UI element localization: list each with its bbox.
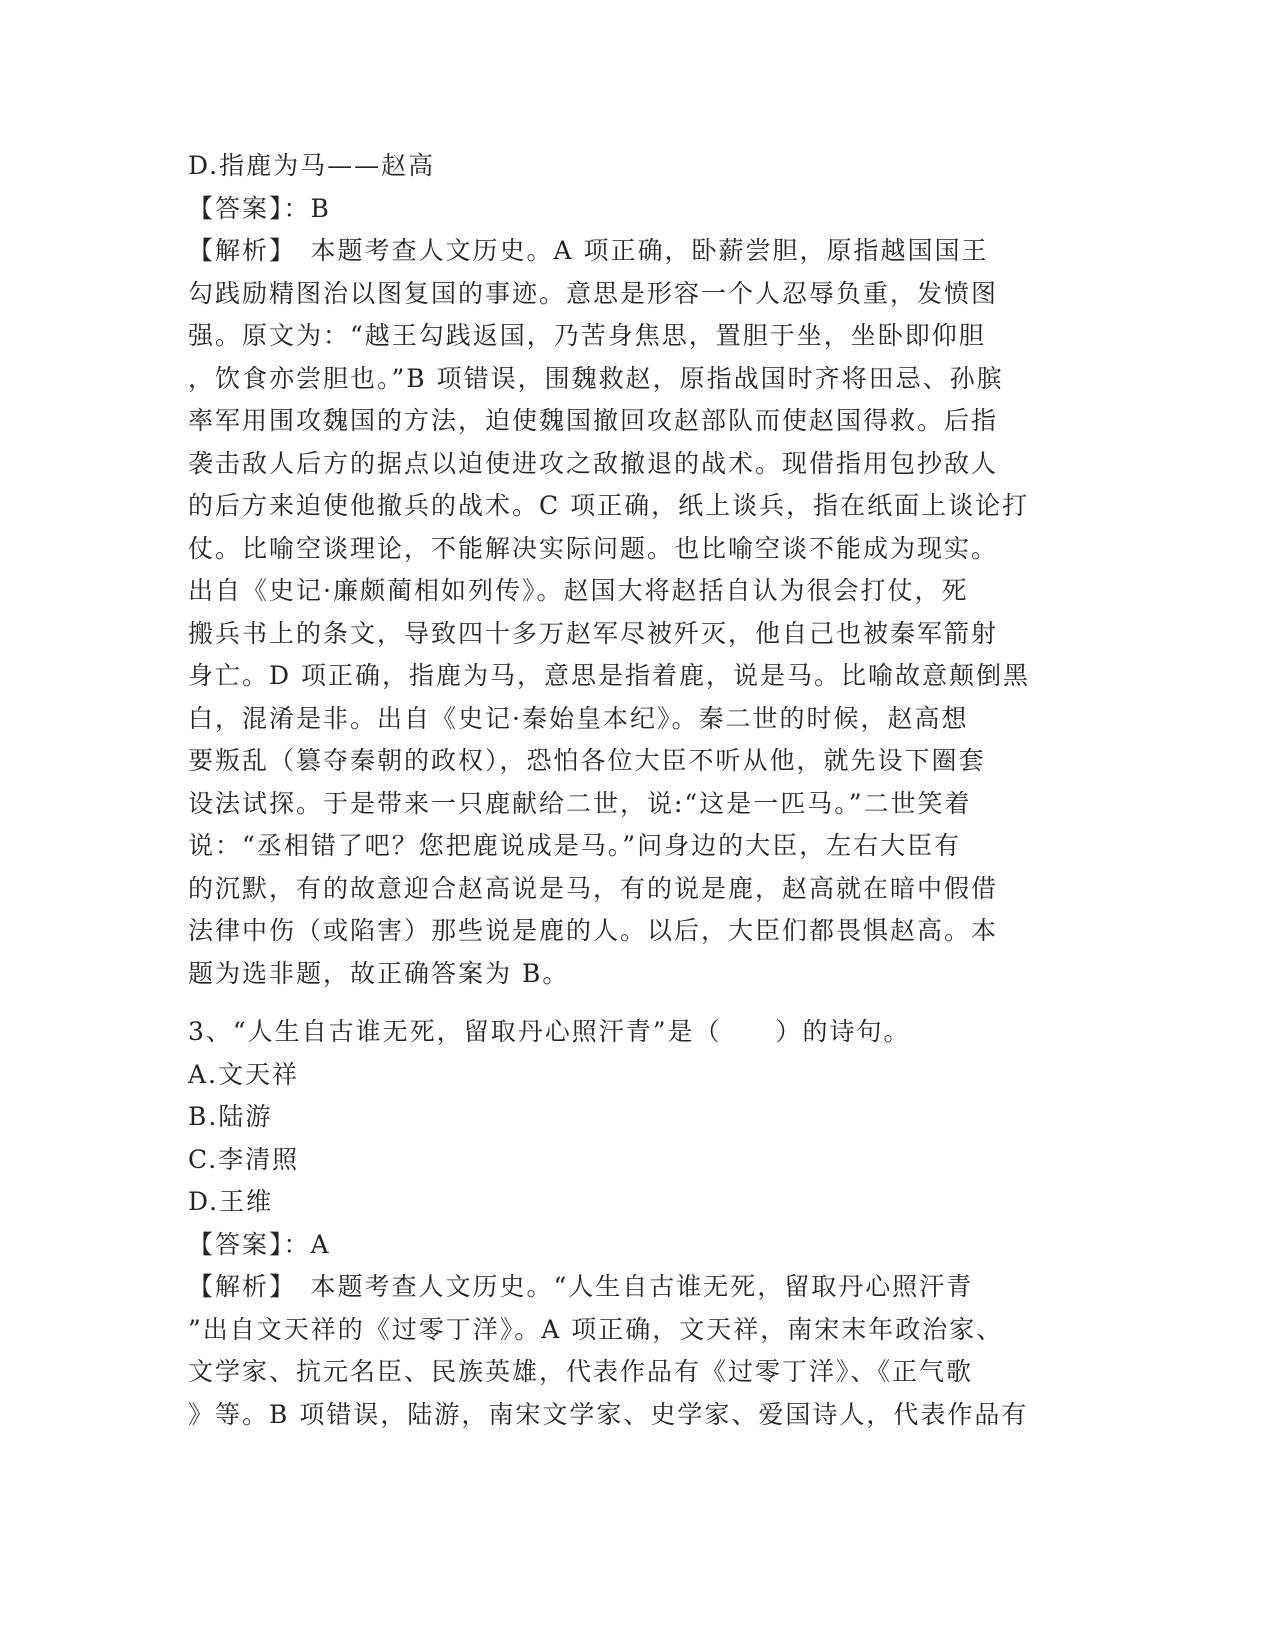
q2-analysis-line: 的后方来迫使他撤兵的战术。C 项正确，纸上谈兵，指在纸面上谈论打	[188, 491, 1030, 520]
q3-option-c: C.李清照	[188, 1144, 300, 1174]
question-separator	[188, 995, 1088, 1011]
q2-analysis-line: 题为选非题，故正确答案为 B。	[188, 958, 570, 988]
q2-analysis-line: 仗。比喻空谈理论，不能解决实际问题。也比喻空谈不能成为现实。	[188, 533, 999, 563]
q2-analysis-line: 设法试探。于是带来一只鹿献给二世，说:“这是一匹马。”二世笑着	[188, 788, 972, 818]
q3-analysis-line: 》等。B 项错误，陆游，南宋文学家、史学家、爱国诗人，代表作品有	[188, 1399, 1029, 1429]
q3-option-a: A.文天祥	[188, 1059, 300, 1089]
q2-analysis-line: 袭击敌人后方的据点以迫使进攻之敌撤退的战术。现借指用包抄敌人	[188, 448, 999, 478]
q2-answer: 【答案】：B	[188, 193, 331, 223]
q2-analysis-line: 白，混淆是非。出自《史记·秦始皇本纪》。秦二世的时候，赵高想	[188, 703, 969, 733]
q3-question: 3、“人生自古谁无死，留取丹心照汗青”是（ ）的诗句。	[188, 1017, 911, 1046]
q2-option-d: D.指鹿为马——赵高	[188, 151, 436, 180]
q2-analysis-line: 勾践励精图治以图复国的事迹。意思是形容一个人忍辱负重，发愤图	[188, 278, 999, 308]
q2-analysis-line: 要叛乱（篡夺秦朝的政权），恐怕各位大臣不听从他，就先设下圈套	[188, 746, 986, 775]
q3-analysis-line: 文学家、抗元名臣、民族英雄，代表作品有《过零丁洋》、《正气歌	[188, 1357, 974, 1386]
q3-analysis	[188, 1266, 1088, 1436]
q3-answer: 【答案】：A	[188, 1229, 331, 1259]
q2-analysis-line: 身亡。D 项正确，指鹿为马，意思是指着鹿，说是马。比喻故意颠倒黑	[188, 661, 1030, 690]
q2-analysis-line: 强。原文为：“越王勾践返国，乃苦身焦思，置胆于坐，坐卧即仰胆	[188, 321, 986, 350]
q3-option-d: D.王维	[188, 1187, 274, 1216]
q2-analysis-line: 的沉默，有的故意迎合赵高说是马，有的说是鹿，赵高就在暗中假借	[188, 873, 999, 903]
q2-analysis-line: 说：“丞相错了吧？您把鹿说成是马。”问身边的大臣，左右大臣有	[188, 831, 962, 860]
q2-analysis-line: 出自《史记·廉颇蔺相如列传》。赵国大将赵括自认为很会打仗，死	[188, 576, 969, 605]
q2-analysis	[188, 230, 1088, 995]
q3-analysis-line: 【解析】 本题考查人文历史。“人生自古谁无死，留取丹心照汗青	[188, 1272, 974, 1301]
q2-analysis-line: ，饮食亦尝胆也。”B 项错误，围魏救赵，原指战国时齐将田忌、孙膑	[188, 363, 1004, 393]
q2-analysis-line: 法律中伤（或陷害）那些说是鹿的人。以后，大臣们都畏惧赵高。本	[188, 916, 999, 945]
q2-analysis-line: 率军用围攻魏国的方法，迫使魏国撤回攻赵部队而使赵国得救。后指	[188, 406, 999, 435]
q2-analysis-line: 搬兵书上的条文，导致四十多万赵军尽被歼灭，他自己也被秦军箭射	[188, 618, 999, 648]
q2-analysis-line: 【解析】 本题考查人文历史。A 项正确，卧薪尝胆，原指越国国王	[188, 236, 989, 265]
q3-analysis-line: ”出自文天祥的《过零丁洋》。A 项正确，文天祥，南宋末年政治家、	[188, 1314, 1004, 1344]
document-body	[188, 145, 1088, 1436]
q3-option-b: B.陆游	[188, 1102, 273, 1131]
